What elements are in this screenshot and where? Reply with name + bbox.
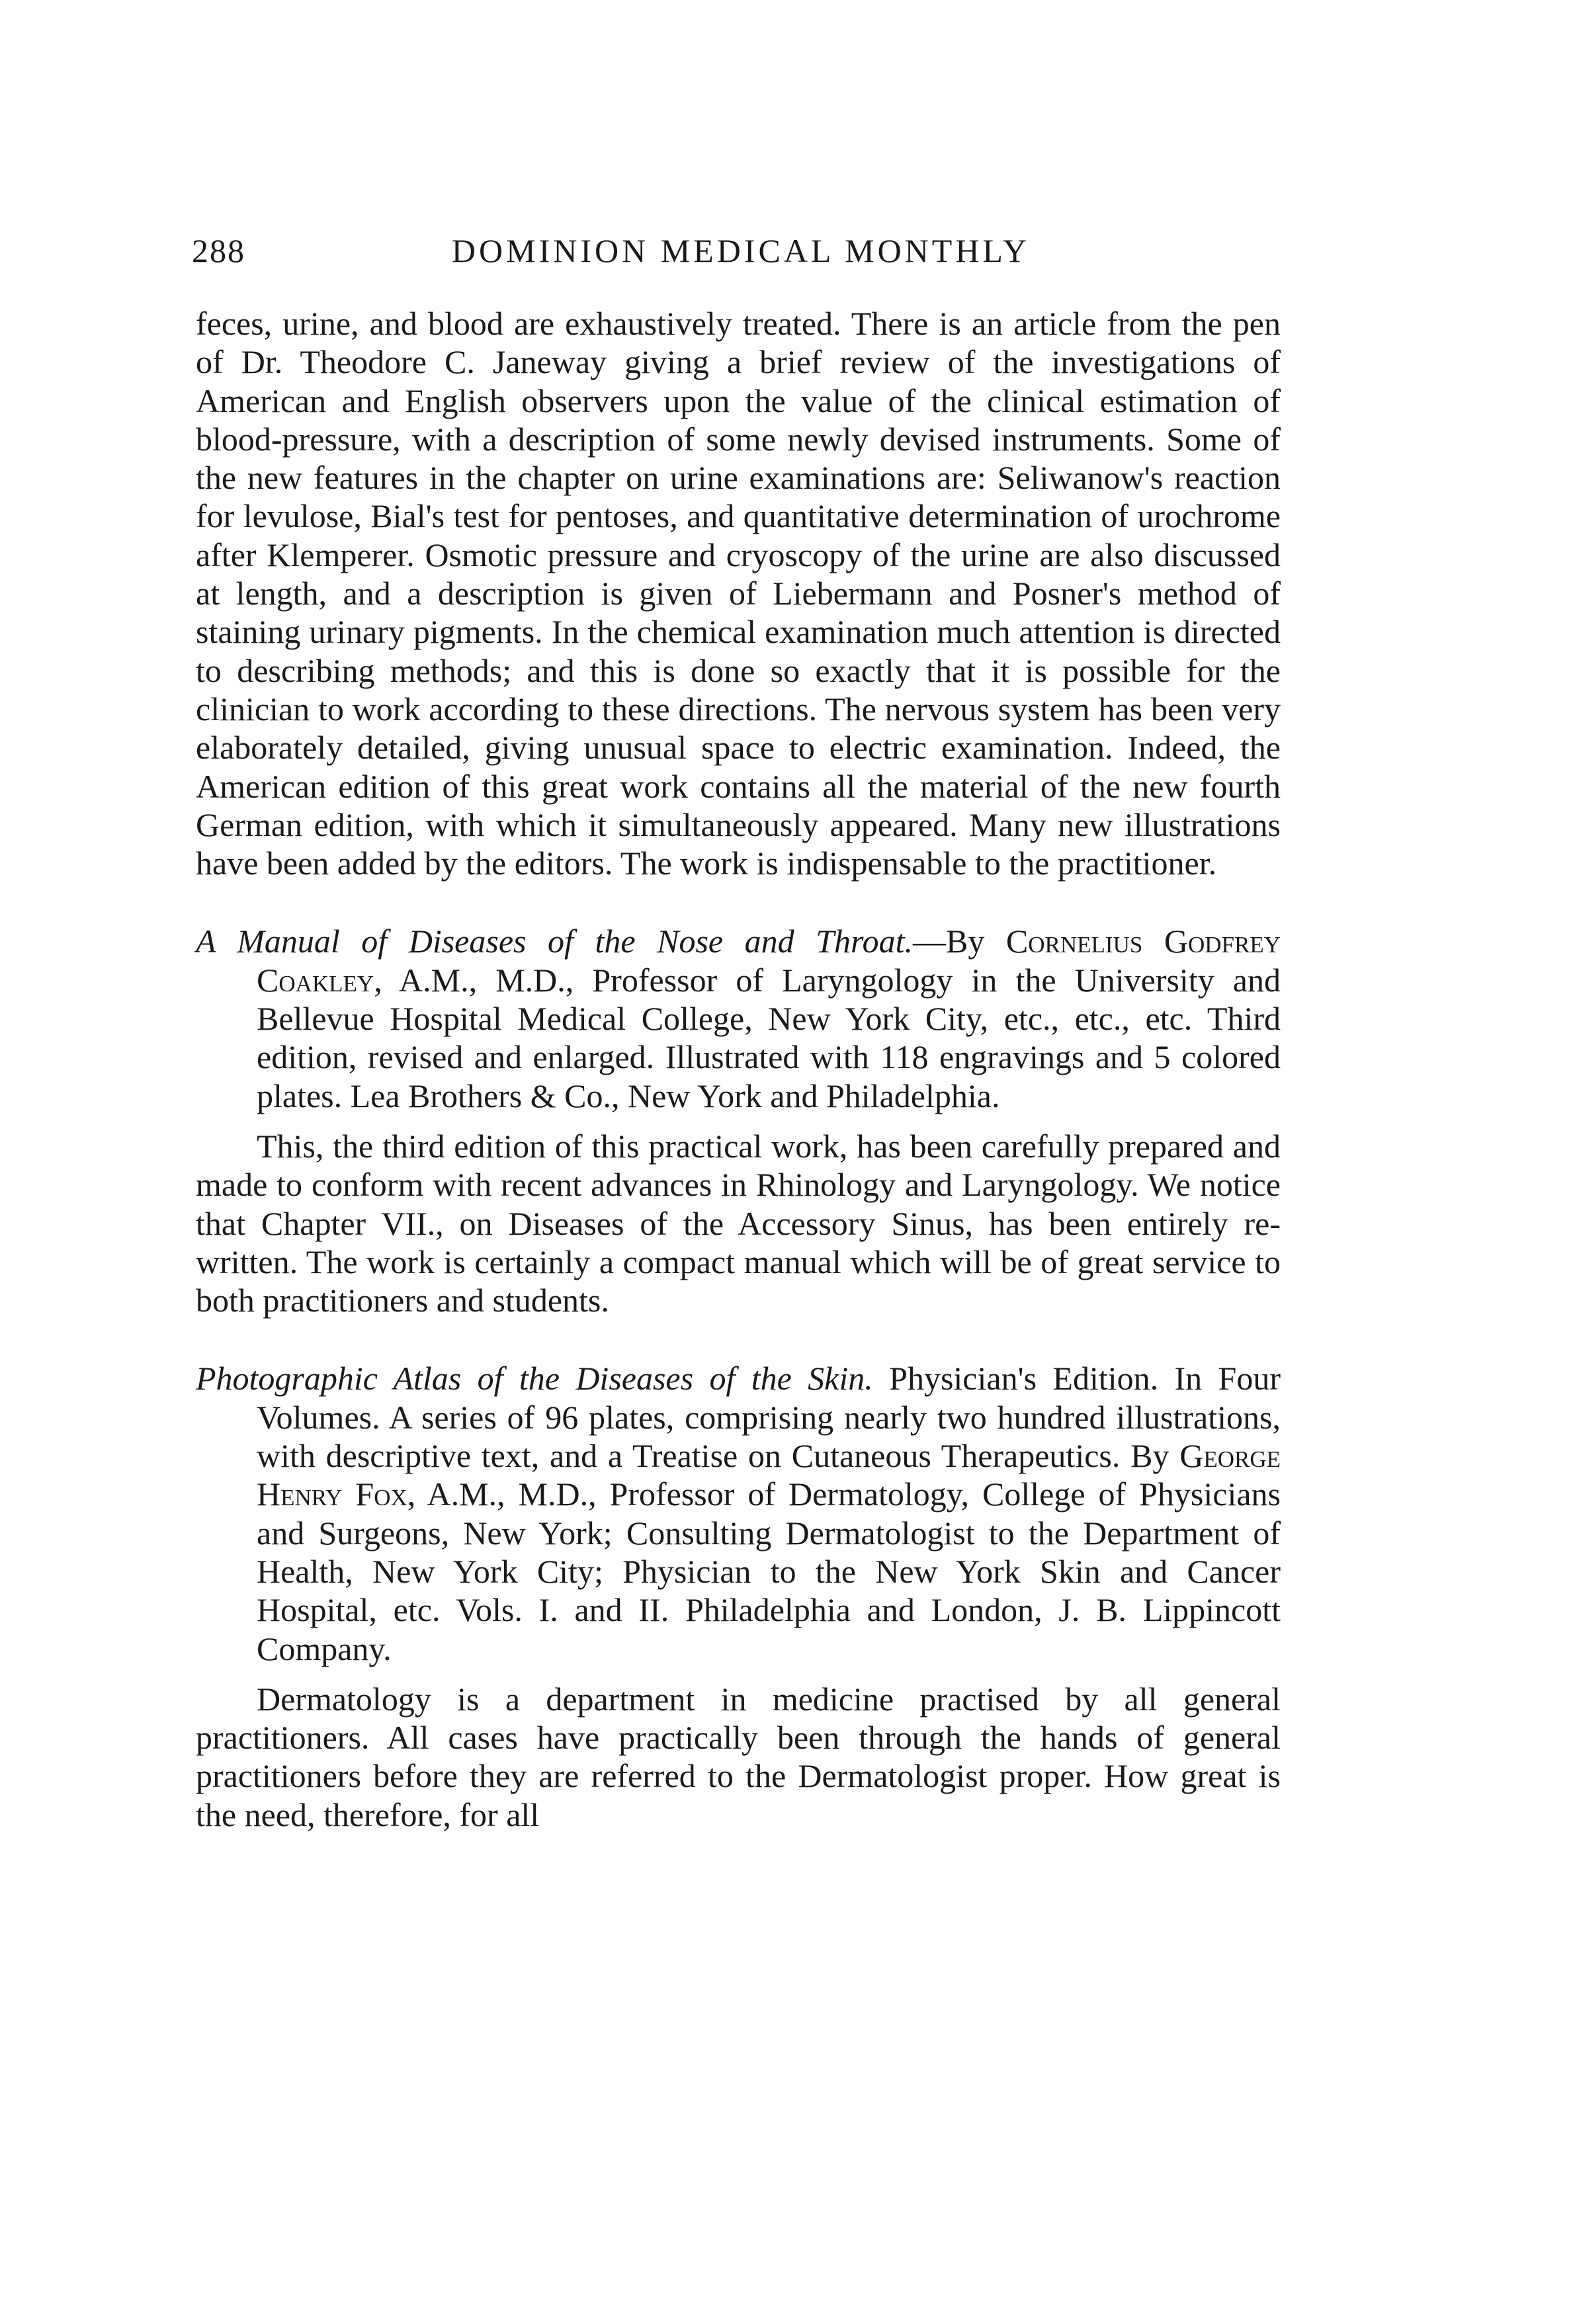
- book-title-skin-atlas: Photographic Atlas of the Diseases of the Skin.: [196, 1360, 873, 1397]
- author-name-fox: George Henry Fox: [257, 1437, 1281, 1513]
- book-title-nose-throat: A Manual of Diseases of the Nose and Throat.: [196, 923, 914, 960]
- review-citation-nose-throat: [196, 922, 1281, 1114]
- continued-paragraph: feces, urine, and blood are exhaustively treated. There is an article from the pen of Dr. Theodore C. Janeway giving a brief review of the investigations of American and English observers upon the value of the clinical estimation of blood-pressure, with a description of some newly devised instruments. Some of the new features in the chapter on urine examinations are: Seliwanow's reaction for levulose, Bial's test for pentoses, and quantitative determination of urochrome after Klemperer. Osmotic pressure and cryoscopy of the urine are also discussed at length, and a description is given of Liebermann and Posner's method of staining urinary pigments. In the chemical examination much attention is directed to describing methods; and this is done so exactly that it is possible for the clinician to work according to these directions. The nervous system has been very elaborately detailed, giving unusual space to electric examination. Indeed, the American edition of this great work contains all the material of the new fourth German edition, with which it simultaneously appeared. Many new illustrations have been added by the editors. The work is indispensable to the practitioner.: [196, 305, 1281, 882]
- review-citation-skin-atlas: [196, 1359, 1281, 1667]
- citation-details-nose-throat: , A.M., M.D., Professor of Laryngology in the University and Bellevue Hospital Medical College, New York City, etc., etc., etc. Third edition, revised and enlarged. Illustrated with 118 engravings and 5 colored plates. Lea Brothers & Co., New York and Philadelphia.: [257, 961, 1281, 1114]
- article-body: [196, 304, 1281, 1834]
- page-number: 288: [192, 232, 245, 269]
- author-name-coakley: Cornelius Godfrey Coakley: [257, 923, 1281, 999]
- running-title: DOMINION MEDICAL MONTHLY: [451, 232, 1031, 269]
- page-header: [192, 231, 1290, 284]
- review-body-skin-atlas: Dermatology is a department in medicine practised by all general practitioners. All cases have practically been through the hands of general practitioners before they are referred to the Dermatologist proper. How great is the need, therefore, for all: [196, 1680, 1281, 1833]
- review-body-nose-throat: This, the third edition of this practical work, has been carefully prepared and made to conform with recent advances in Rhinology and Laryngology. We notice that Chapter VII., on Diseases of the Accessory Sinus, has been entirely re-written. The work is certainly a compact manual which will be of great service to both practitioners and students.: [196, 1127, 1281, 1319]
- citation-details-skin-atlas-part2: , A.M., M.D., Professor of Dermatology, College of Physicians and Surgeons, New York; Consulting Dermatologist to the Department of Health, New York City; Physician to the New York Skin and Cancer Hospital, etc. Vols. I. and II. Philadelphia and London, J. B. Lippincott Company.: [257, 1475, 1281, 1667]
- citation-by: —By: [913, 923, 1006, 960]
- citation-details-skin-atlas-part1: Physician's Edition. In Four Volumes. A series of 96 plates, comprising nearly two hundred illustrations, with descriptive text, and a Treatise on Cutaneous Therapeutics. By: [257, 1360, 1281, 1475]
